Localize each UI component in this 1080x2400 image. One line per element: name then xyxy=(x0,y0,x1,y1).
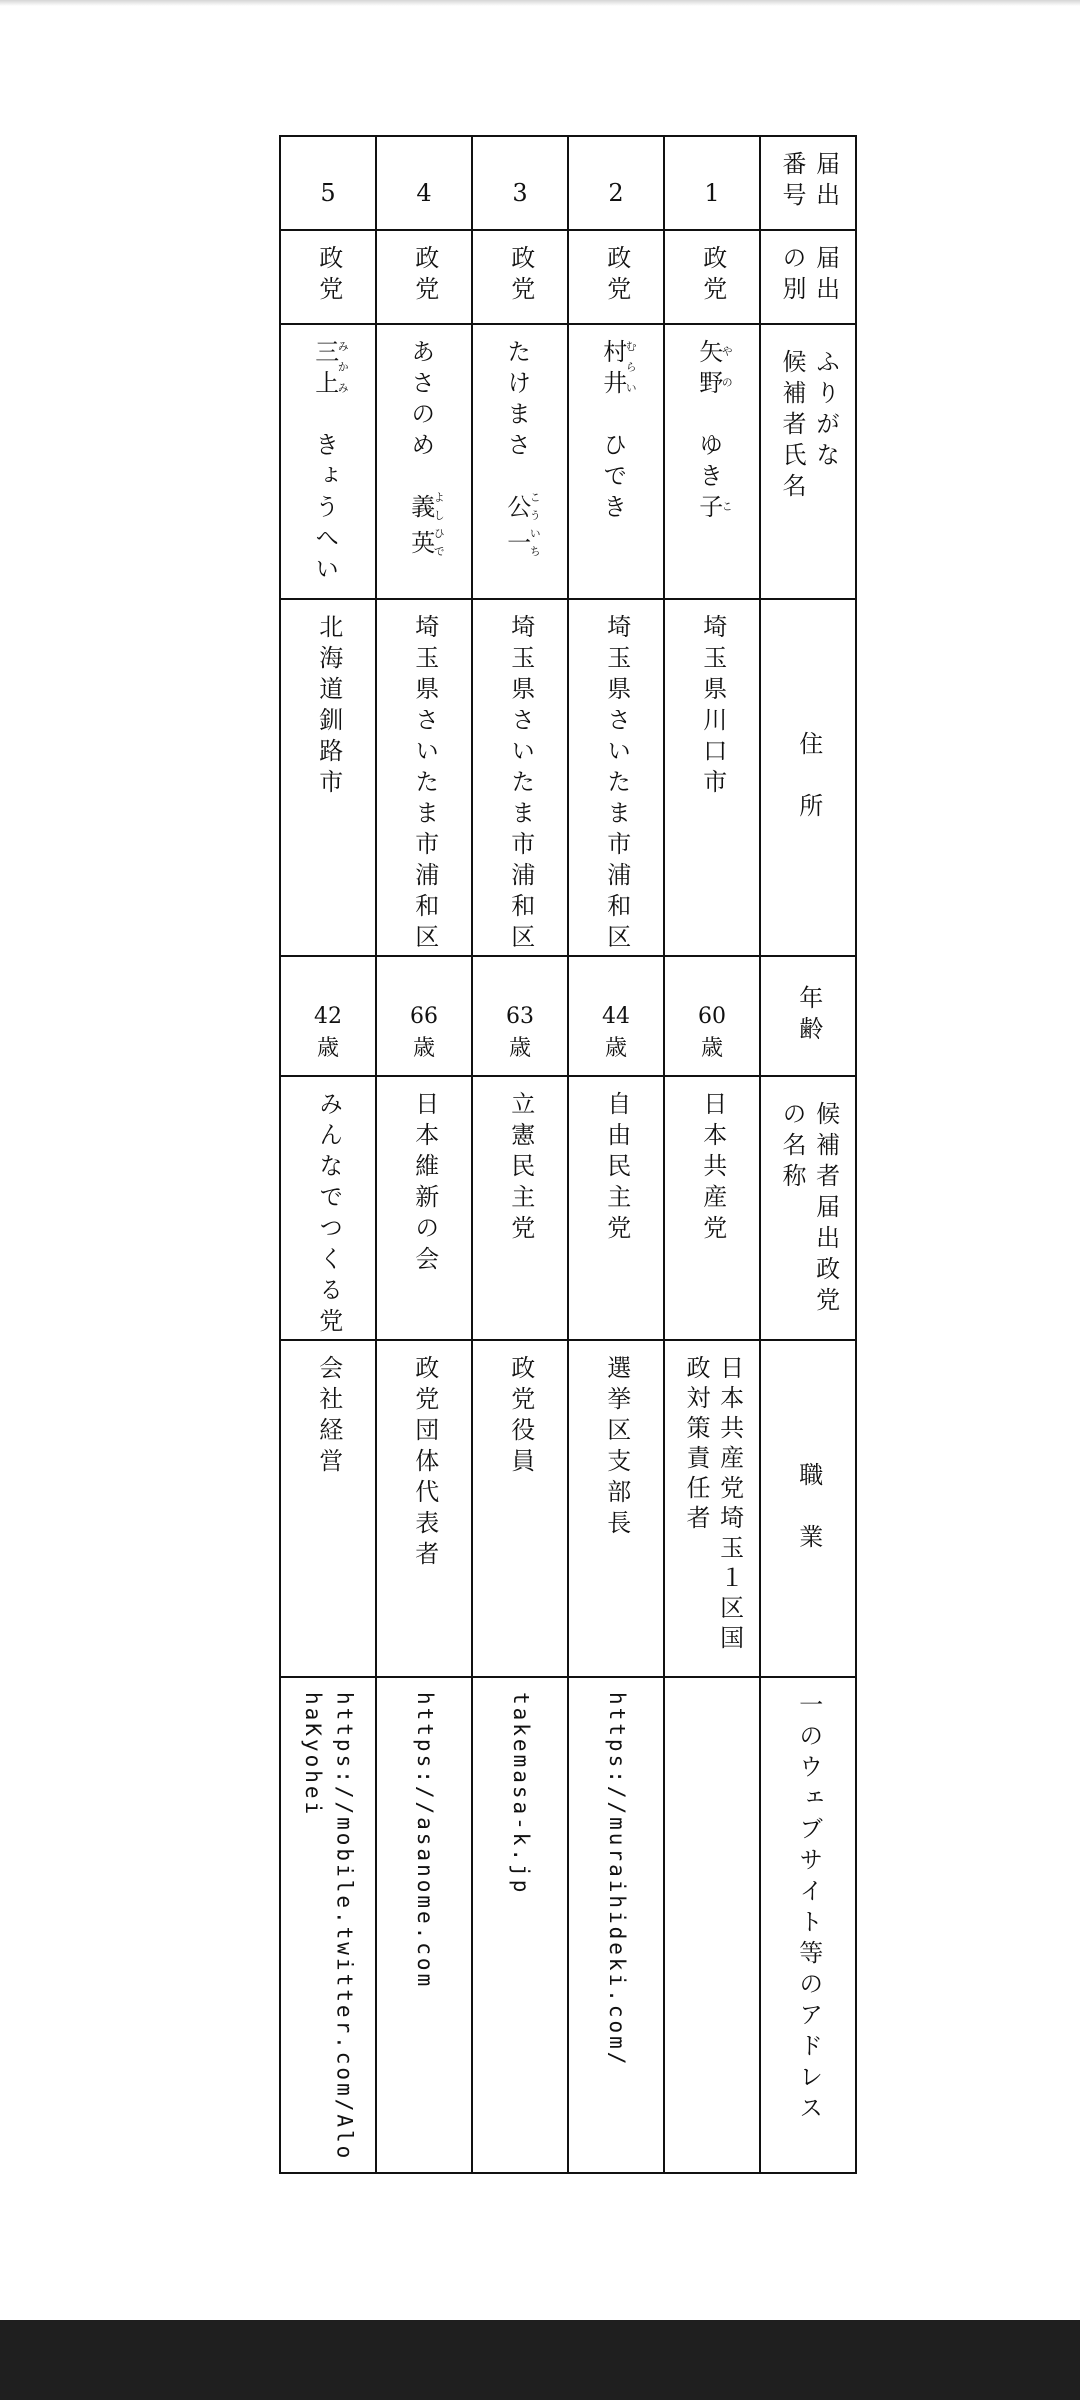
name-kanji: 矢野やの xyxy=(694,339,734,401)
name-furigana: こ xyxy=(720,494,734,525)
cell-number-2 xyxy=(568,136,664,230)
candidate-age xyxy=(698,971,726,1065)
age-value: 42 xyxy=(314,1004,342,1029)
header-label: 年齢 xyxy=(794,985,823,1047)
candidate-name: あさのめ 義英よしひで xyxy=(406,339,446,564)
cell-content xyxy=(281,1077,375,1339)
cell-name-3 xyxy=(472,324,568,599)
age-unit: 歳 xyxy=(604,1035,627,1061)
name-furigana: みかみ xyxy=(336,339,350,401)
cell-content xyxy=(377,137,471,229)
cell-occupation-3 xyxy=(472,1340,568,1677)
candidate-address: 埼玉県さいたま市浦和区 xyxy=(410,614,439,955)
candidate-age xyxy=(506,971,534,1065)
cell-occupation-5 xyxy=(280,1340,376,1677)
header-party xyxy=(760,1076,856,1340)
cell-content xyxy=(473,957,567,1075)
cell-content xyxy=(665,1341,759,1676)
party-name: みんなでつくる党 xyxy=(314,1091,343,1339)
row-category xyxy=(280,230,856,324)
header-content xyxy=(761,231,855,323)
candidate-number: 1 xyxy=(704,179,720,207)
cell-content xyxy=(569,137,663,229)
candidate-name: 矢野やの ゆき子こ xyxy=(694,339,734,525)
cell-address-4 xyxy=(376,599,472,956)
header-number xyxy=(760,136,856,230)
cell-website-2 xyxy=(568,1677,664,2173)
candidate-age xyxy=(410,971,438,1065)
cell-party-3 xyxy=(472,1076,568,1340)
candidate-name: 三上みかみ きょうへい xyxy=(310,339,350,587)
cell-age-2 xyxy=(568,956,664,1076)
header-category xyxy=(760,230,856,324)
name-furigana: こういち xyxy=(528,491,542,564)
cell-party-1 xyxy=(664,1076,760,1340)
party-name: 日本維新の会 xyxy=(410,1091,439,1277)
header-label: 届出 番号 xyxy=(778,151,840,213)
header-label: 届出 の別 xyxy=(778,245,840,307)
cell-website-5 xyxy=(280,1677,376,2173)
name-kanji: 三上みかみ xyxy=(310,339,350,401)
name-furigana: よしひで xyxy=(432,491,446,564)
cell-content xyxy=(665,957,759,1075)
website-url[interactable]: https://mobile.twitter.com/AlohaKyohei xyxy=(301,1692,357,2162)
name-furigana: むらい xyxy=(624,339,638,401)
cell-content xyxy=(473,1077,567,1339)
header-website xyxy=(760,1677,856,2173)
row-age xyxy=(280,956,856,1076)
cell-content xyxy=(281,1341,375,1676)
cell-website-1 xyxy=(664,1677,760,2173)
cell-content xyxy=(473,137,567,229)
header-content xyxy=(761,1077,855,1339)
header-name xyxy=(760,324,856,599)
cell-content xyxy=(569,1077,663,1339)
cell-occupation-4 xyxy=(376,1340,472,1677)
cell-category-1 xyxy=(664,230,760,324)
cell-age-4 xyxy=(376,956,472,1076)
candidate-number: 3 xyxy=(512,179,528,207)
name-kanji: 義英よしひで xyxy=(406,491,446,564)
cell-number-4 xyxy=(376,136,472,230)
candidate-number: 5 xyxy=(320,179,336,207)
cell-address-1 xyxy=(664,599,760,956)
cell-content xyxy=(377,325,471,598)
header-content xyxy=(761,600,855,955)
top-shade xyxy=(0,0,1080,6)
party-name: 自由民主党 xyxy=(602,1091,631,1246)
cell-content xyxy=(473,1341,567,1676)
header-address xyxy=(760,599,856,956)
candidate-occupation: 日本共産党埼玉１区国政対策責任者 xyxy=(682,1355,744,1655)
cell-content xyxy=(473,325,567,598)
cell-party-4 xyxy=(376,1076,472,1340)
cell-content xyxy=(473,231,567,323)
cell-content xyxy=(377,957,471,1075)
cell-age-1 xyxy=(664,956,760,1076)
row-occupation xyxy=(280,1340,856,1677)
row-address xyxy=(280,599,856,956)
cell-content xyxy=(569,231,663,323)
age-value: 44 xyxy=(602,1004,630,1029)
header-label: 候補者届出政党 の名称 xyxy=(778,1101,840,1318)
cell-occupation-1 xyxy=(664,1340,760,1677)
name-kanji: 子こ xyxy=(694,494,734,525)
cell-content xyxy=(665,1678,759,2172)
candidate-number: 4 xyxy=(416,179,432,207)
cell-content xyxy=(665,231,759,323)
cell-content xyxy=(665,137,759,229)
candidate-name: 村井むらい ひでき xyxy=(598,339,638,525)
candidate-age xyxy=(602,971,630,1065)
candidate-name: たけまさ 公一こういち xyxy=(502,339,542,564)
cell-occupation-2 xyxy=(568,1340,664,1677)
candidate-occupation: 政党役員 xyxy=(506,1355,535,1479)
header-content xyxy=(761,1678,855,2172)
cell-content xyxy=(569,325,663,598)
age-unit: 歳 xyxy=(508,1035,531,1061)
website-url[interactable]: https://muraihideki.com/ xyxy=(604,1692,629,2068)
cell-name-2 xyxy=(568,324,664,599)
header-content xyxy=(761,325,855,598)
row-name xyxy=(280,324,856,599)
row-number xyxy=(280,136,856,230)
website-url[interactable]: takemasa-k.jp xyxy=(508,1692,533,1896)
cell-category-2 xyxy=(568,230,664,324)
cell-content xyxy=(377,1341,471,1676)
candidate-table xyxy=(279,135,857,2174)
header-age xyxy=(760,956,856,1076)
candidate-address: 埼玉県川口市 xyxy=(698,614,727,800)
party-name: 立憲民主党 xyxy=(506,1091,535,1246)
candidate-occupation: 選挙区支部長 xyxy=(602,1355,631,1541)
candidate-number: 2 xyxy=(608,179,624,207)
cell-content xyxy=(569,1341,663,1676)
cell-content xyxy=(665,1077,759,1339)
age-unit: 歳 xyxy=(316,1035,339,1061)
cell-age-5 xyxy=(280,956,376,1076)
header-label: 一のウェブサイト等のアドレス xyxy=(794,1692,823,2126)
party-name: 日本共産党 xyxy=(698,1091,727,1246)
cell-category-3 xyxy=(472,230,568,324)
cell-content xyxy=(665,600,759,955)
cell-content xyxy=(665,325,759,598)
cell-number-3 xyxy=(472,136,568,230)
candidate-address: 埼玉県さいたま市浦和区 xyxy=(506,614,535,955)
cell-party-2 xyxy=(568,1076,664,1340)
cell-content xyxy=(281,137,375,229)
cell-category-5 xyxy=(280,230,376,324)
filing-category: 政党 xyxy=(698,245,727,307)
cell-content xyxy=(377,1077,471,1339)
cell-content xyxy=(569,1678,663,2172)
header-content xyxy=(761,137,855,229)
age-unit: 歳 xyxy=(412,1035,435,1061)
cell-address-3 xyxy=(472,599,568,956)
cell-address-2 xyxy=(568,599,664,956)
cell-number-5 xyxy=(280,136,376,230)
row-website xyxy=(280,1677,856,2173)
age-unit: 歳 xyxy=(700,1035,723,1061)
cell-name-4 xyxy=(376,324,472,599)
filing-category: 政党 xyxy=(506,245,535,307)
cell-content xyxy=(281,231,375,323)
candidate-occupation: 会社経営 xyxy=(314,1355,343,1479)
website-url[interactable]: https://asanome.com xyxy=(412,1692,437,1990)
age-value: 63 xyxy=(506,1004,534,1029)
cell-party-5 xyxy=(280,1076,376,1340)
candidate-age xyxy=(314,971,342,1065)
candidate-address: 埼玉県さいたま市浦和区 xyxy=(602,614,631,955)
header-occupation xyxy=(760,1340,856,1677)
filing-category: 政党 xyxy=(314,245,343,307)
cell-content xyxy=(281,325,375,598)
name-furigana: やの xyxy=(720,339,734,401)
filing-category: 政党 xyxy=(602,245,631,307)
age-value: 66 xyxy=(410,1004,438,1029)
bottom-navigation-bar xyxy=(0,2320,1080,2400)
cell-age-3 xyxy=(472,956,568,1076)
cell-content xyxy=(281,957,375,1075)
cell-content xyxy=(281,1678,375,2172)
candidate-occupation: 政党団体代表者 xyxy=(410,1355,439,1572)
name-kanji: 村井むらい xyxy=(598,339,638,401)
candidate-address: 北海道釧路市 xyxy=(314,614,343,800)
cell-content xyxy=(569,957,663,1075)
header-content xyxy=(761,957,855,1075)
cell-content xyxy=(281,600,375,955)
header-label: 職 業 xyxy=(794,1462,823,1555)
name-kanji: 公一こういち xyxy=(502,491,542,564)
cell-content xyxy=(377,231,471,323)
age-value: 60 xyxy=(698,1004,726,1029)
cell-content xyxy=(377,600,471,955)
filing-category: 政党 xyxy=(410,245,439,307)
cell-website-4 xyxy=(376,1677,472,2173)
row-party xyxy=(280,1076,856,1340)
cell-category-4 xyxy=(376,230,472,324)
cell-name-5 xyxy=(280,324,376,599)
header-label: 住 所 xyxy=(794,731,823,824)
cell-content xyxy=(377,1678,471,2172)
cell-content xyxy=(473,1678,567,2172)
cell-content xyxy=(569,600,663,955)
header-content xyxy=(761,1341,855,1676)
cell-number-1 xyxy=(664,136,760,230)
header-label: ふりがな 候補者氏名 xyxy=(778,349,840,504)
cell-content xyxy=(473,600,567,955)
cell-address-5 xyxy=(280,599,376,956)
cell-website-3 xyxy=(472,1677,568,2173)
cell-name-1 xyxy=(664,324,760,599)
